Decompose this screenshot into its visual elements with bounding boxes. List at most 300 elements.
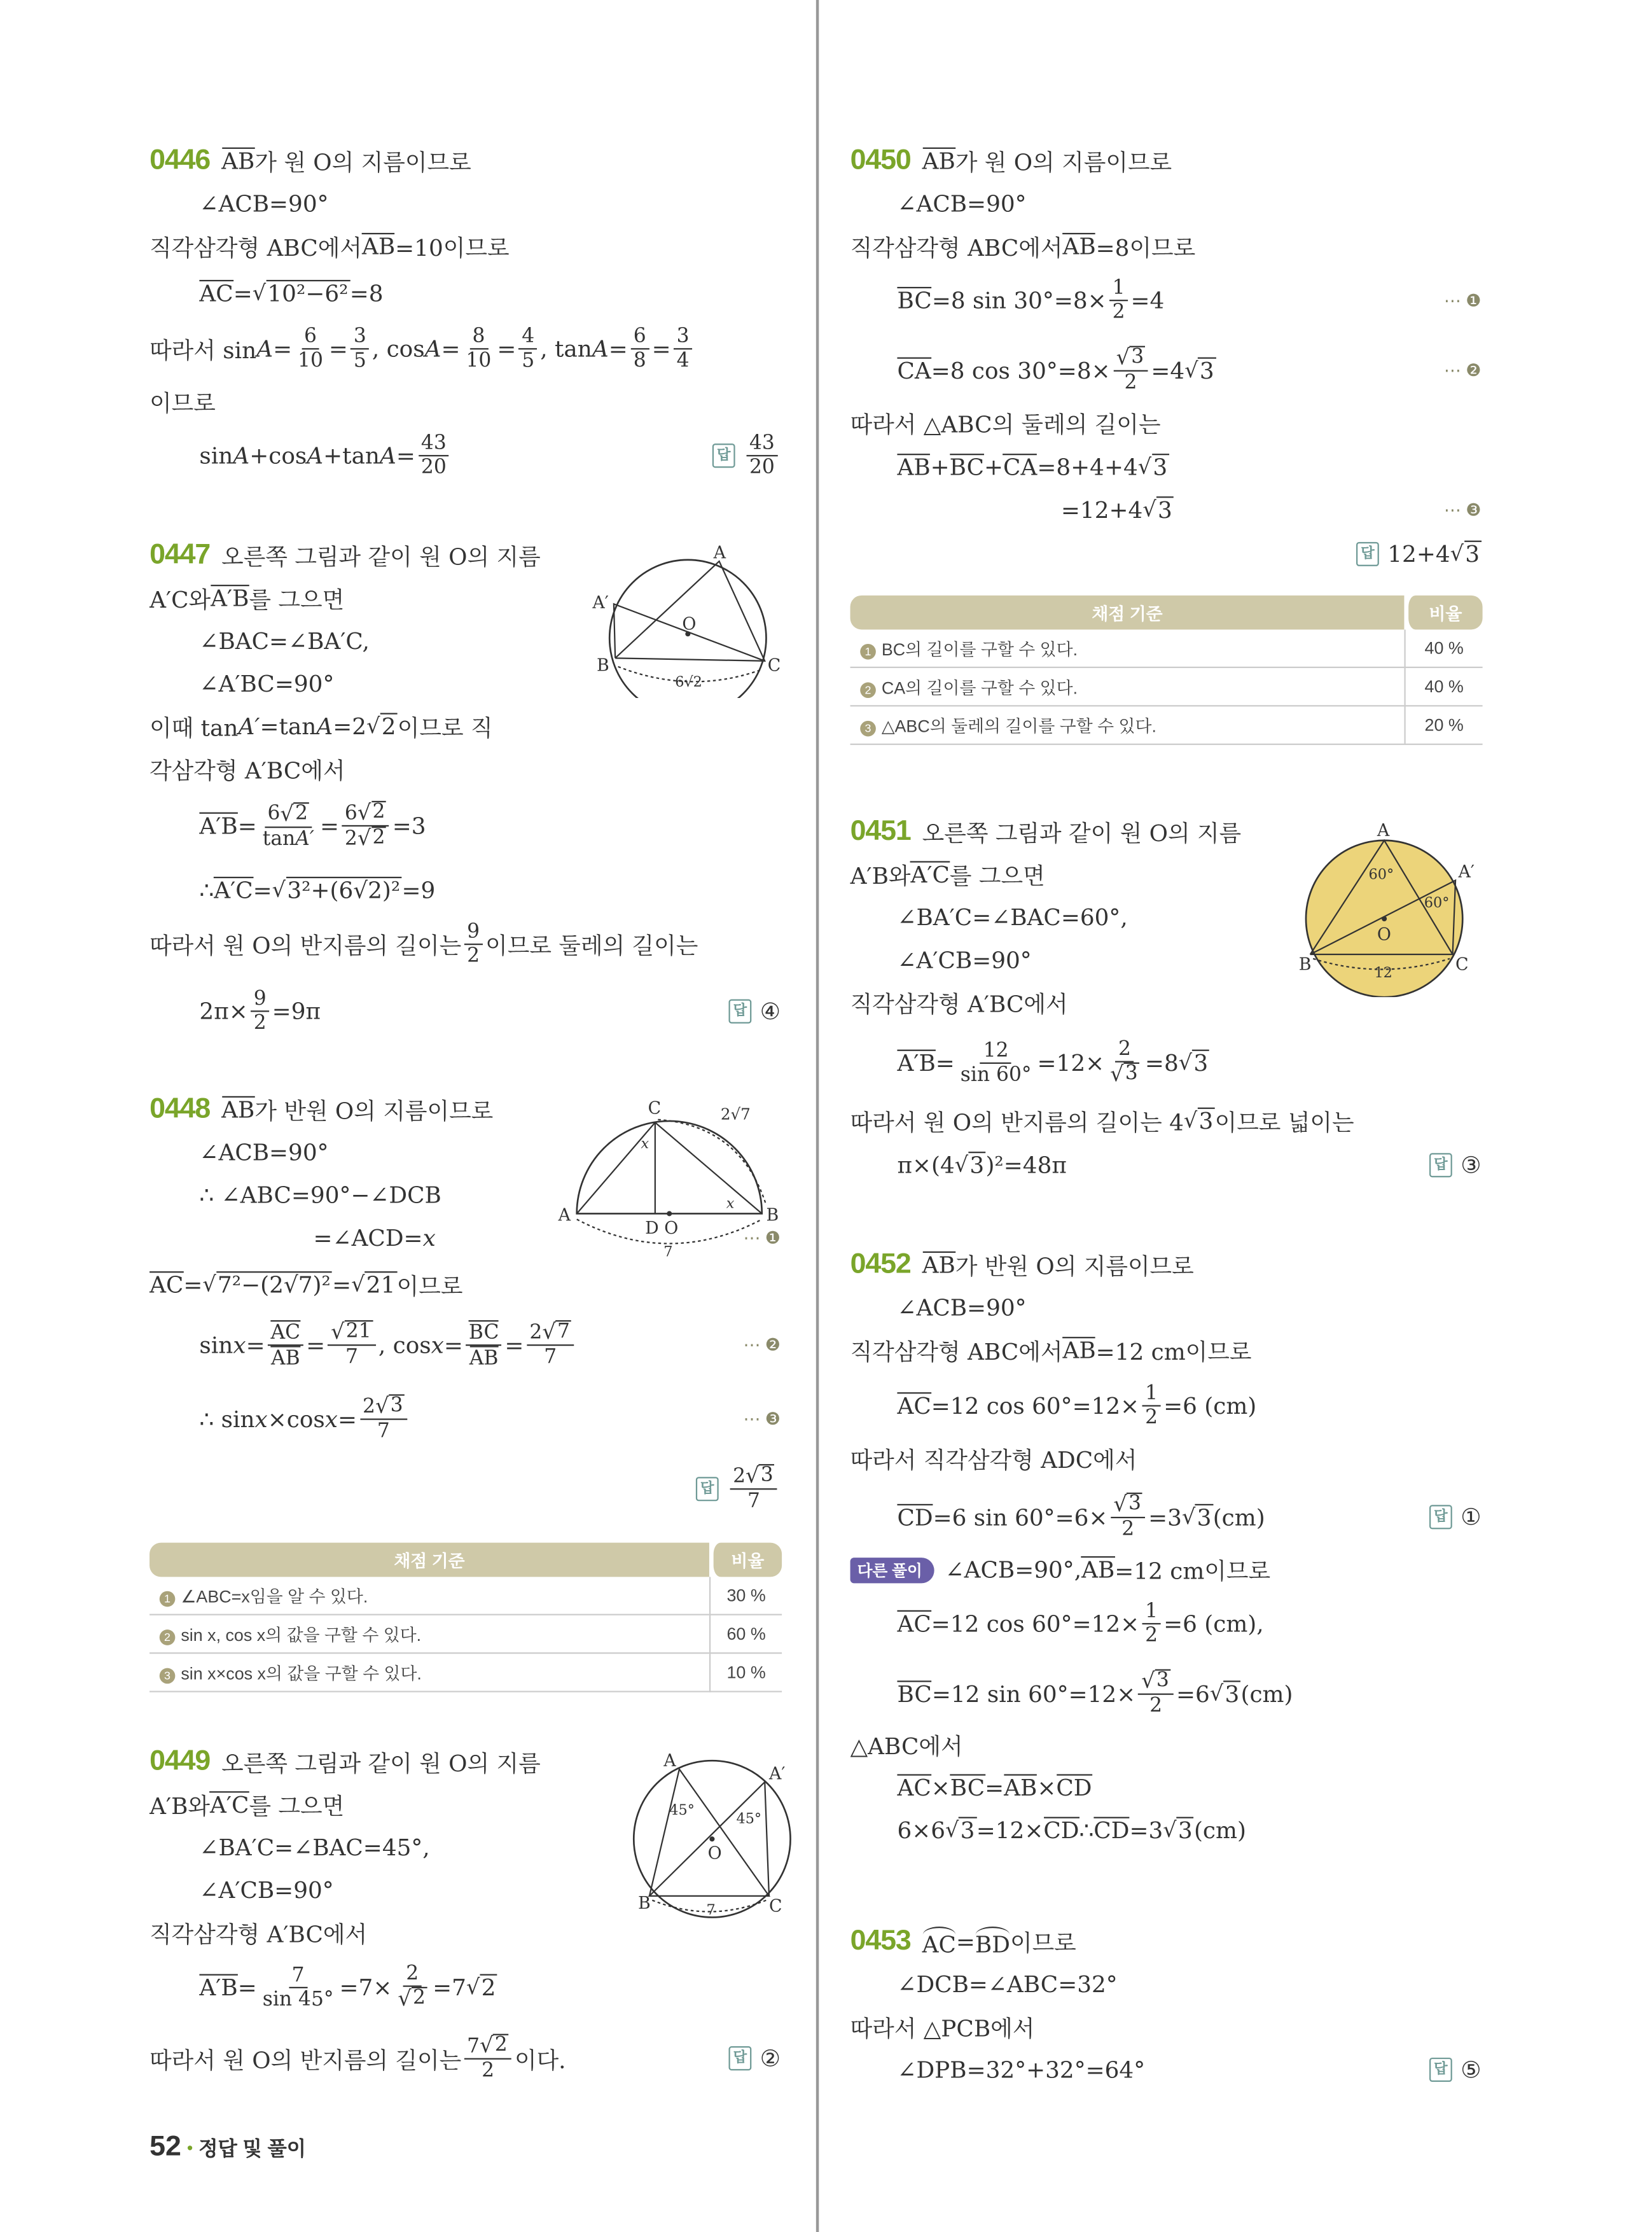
- radical-sign-icon: √: [1450, 541, 1464, 567]
- denominator: [1119, 1519, 1137, 1542]
- radical-sign-icon: √: [331, 1318, 345, 1345]
- math-text: =8이므로: [1095, 234, 1196, 262]
- math-text: =: [441, 335, 461, 363]
- overline-segment: BC: [949, 454, 985, 481]
- math-text: =12 sin 60°=12×: [931, 1680, 1136, 1708]
- overline-segment: AB: [1062, 233, 1096, 260]
- math-text: =8 sin 30°=8×: [931, 287, 1107, 314]
- criteria-text: CA의 길이를 구할 수 있다.: [881, 677, 1078, 697]
- radical-sign-icon: √: [1183, 1108, 1198, 1134]
- overline-segment: A′C: [910, 861, 950, 889]
- radicand: 3: [1195, 1504, 1212, 1531]
- math-text: ×: [931, 1774, 950, 1801]
- math-variable: A′: [295, 827, 315, 851]
- math-text: =7: [433, 1973, 466, 2001]
- math-text: 이므로: [396, 1273, 463, 1300]
- math-text: ∠BA′C=∠BAC=45°,: [199, 1834, 430, 1861]
- fraction: [342, 801, 389, 851]
- denominator: [519, 350, 538, 373]
- label-o: O: [1377, 924, 1391, 945]
- denominator: [395, 1987, 430, 2012]
- overline-segment: BC: [950, 1774, 985, 1802]
- numerator: [268, 1320, 303, 1346]
- square-root: [1450, 541, 1482, 568]
- problem-title-0451: [850, 816, 1242, 848]
- math-text: ∴: [1079, 1817, 1094, 1845]
- answer-0446: [712, 432, 781, 479]
- radicand: 2: [371, 801, 386, 825]
- radicand: 3²+(6√2)²: [286, 877, 401, 903]
- math-text: =6 sin 60°=6×: [933, 1503, 1108, 1531]
- radical-sign-icon: √: [466, 1974, 480, 2000]
- math-text: 가 반원 O의 지름이므로: [254, 1097, 494, 1125]
- overline-segment: CA: [897, 357, 931, 384]
- math-variable: A: [592, 335, 609, 363]
- radical-sign-icon: √: [746, 1462, 760, 1489]
- ratio-value: 40 %: [1404, 630, 1482, 668]
- square-root: [466, 1974, 497, 2000]
- math-text: 직각삼각형 A′BC에서: [149, 1921, 368, 1948]
- answer-icon: 답: [696, 1477, 719, 1501]
- radicand: 21: [365, 1272, 397, 1299]
- math-variable: A′: [238, 713, 260, 741]
- radical-sign-icon: √: [542, 1318, 556, 1345]
- step-marker: ⋯ ❶: [743, 1227, 781, 1248]
- math-text: 2: [482, 2060, 495, 2083]
- solution-line: [897, 1600, 1263, 1647]
- math-text: 이때 tan: [149, 714, 239, 742]
- overline-segment: AB: [1081, 1556, 1115, 1584]
- radicand: 2: [412, 1987, 427, 2011]
- square-root: [1142, 497, 1174, 524]
- radical-sign-icon: √: [954, 1152, 969, 1178]
- math-text: =: [233, 279, 253, 307]
- math-text: ∠ACB=90°: [199, 190, 329, 218]
- math-text: 2: [1124, 372, 1137, 395]
- math-text: ①: [1461, 1503, 1482, 1531]
- page-number: 52: [149, 2131, 181, 2163]
- label-b: B: [1298, 954, 1312, 975]
- solution-line: [897, 1493, 1265, 1542]
- header-ratio: 비율: [709, 1543, 782, 1577]
- solution-line: [199, 280, 383, 307]
- solution-line: [199, 1877, 333, 1904]
- solution-line: [897, 1774, 1092, 1801]
- square-root: [1138, 454, 1169, 481]
- math-text: ⑤: [1461, 2056, 1482, 2084]
- radicand: 3: [389, 1394, 404, 1418]
- math-text: 6: [267, 802, 281, 826]
- fraction: [1113, 346, 1148, 395]
- denominator: [674, 350, 692, 373]
- math-text: 3: [676, 325, 690, 349]
- label-o: O: [707, 1843, 722, 1864]
- math-text: 따라서 원 O의 반지름의 길이는: [149, 932, 462, 959]
- math-text: 따라서 △ABC의 둘레의 길이는: [850, 410, 1161, 438]
- square-root: [398, 1987, 427, 2012]
- ratio-value: 10 %: [709, 1654, 782, 1692]
- denominator: [251, 1012, 269, 1035]
- center-point: [709, 1836, 714, 1841]
- denominator: [479, 2060, 497, 2082]
- numerator: [519, 325, 538, 349]
- math-text: 직각삼각형 ABC에서: [149, 234, 362, 262]
- answer-icon: 답: [1429, 1153, 1452, 1177]
- overline-segment: CD: [1043, 1817, 1079, 1845]
- center-point: [1382, 916, 1387, 921]
- math-text: 따라서 원 O의 반지름의 길이는 4: [850, 1108, 1184, 1136]
- square-root: [202, 1272, 332, 1299]
- radicand: 3: [1155, 1669, 1170, 1692]
- math-text: , cos: [371, 335, 425, 363]
- math-text: 12: [983, 1038, 1009, 1062]
- radicand: 3: [1124, 1063, 1139, 1086]
- header-criteria: 채점 기준: [149, 1543, 709, 1577]
- solution-line: [897, 454, 1169, 481]
- math-text: sin: [199, 442, 233, 470]
- math-text: 8: [633, 349, 646, 373]
- math-text: +: [930, 454, 950, 481]
- math-text: 2: [467, 945, 480, 968]
- math-text: 2π×: [199, 998, 248, 1025]
- math-text: )²=48π: [985, 1152, 1067, 1179]
- radicand: 3: [1198, 357, 1216, 384]
- radicand: 3: [959, 1817, 976, 1844]
- ratio-value: 30 %: [709, 1577, 782, 1615]
- radicand: 2: [380, 713, 397, 740]
- answer-icon: 답: [728, 1000, 751, 1024]
- fraction: [1142, 1600, 1161, 1647]
- fraction: [747, 432, 778, 479]
- overline-segment: AB: [221, 147, 255, 175]
- fraction: [418, 432, 449, 479]
- math-text: =3: [1148, 1503, 1182, 1531]
- math-text: +: [984, 454, 1004, 481]
- math-text: 이다.: [514, 2046, 566, 2074]
- fraction: [463, 325, 494, 372]
- math-text: sin 45°: [262, 1988, 334, 2011]
- answer-value: [727, 1464, 781, 1513]
- math-text: =: [237, 1973, 257, 2001]
- math-text: =6 (cm),: [1163, 1610, 1264, 1638]
- denominator: [374, 1420, 392, 1443]
- math-text: =: [253, 876, 272, 904]
- denominator: [1147, 1695, 1165, 1718]
- bullet-icon: •: [186, 2137, 193, 2158]
- step-number: 3: [160, 1668, 176, 1684]
- overline-segment: AB: [469, 1346, 499, 1369]
- math-text: =: [651, 335, 671, 363]
- numerator: [980, 1039, 1011, 1063]
- solution-line: [149, 230, 510, 263]
- label-angle-a: 60°: [1368, 866, 1394, 883]
- math-text: =: [608, 335, 628, 363]
- criteria-text: △ABC의 둘레의 길이를 구할 수 있다.: [881, 715, 1156, 736]
- solution-line: [199, 190, 328, 218]
- math-text: 43: [420, 432, 447, 456]
- math-text: +cos: [249, 442, 307, 470]
- answer-0449: [728, 2045, 780, 2072]
- math-text: 따라서 원 O의 반지름의 길이는: [149, 2046, 462, 2074]
- math-text: 2: [1118, 1038, 1132, 1061]
- numerator: [418, 432, 449, 456]
- solution-line: [149, 2034, 566, 2083]
- math-text: 6×6: [897, 1817, 946, 1845]
- square-root: [1141, 1669, 1170, 1694]
- label-b: B: [597, 655, 609, 676]
- solution-line: [199, 1834, 429, 1861]
- math-text: 가 원 O의 지름이므로: [254, 148, 471, 176]
- denominator: [464, 945, 483, 968]
- answer-0453: [1429, 2056, 1481, 2084]
- solution-line: [199, 1320, 577, 1369]
- problem-title-0448: [149, 1093, 493, 1126]
- radicand: 3: [1197, 1108, 1214, 1134]
- label-x-2: x: [726, 1195, 735, 1212]
- label-a-prime: A′: [768, 1764, 786, 1784]
- math-variable: A: [424, 335, 441, 363]
- math-text: ∠DPB=32°+32°=64°: [897, 2056, 1146, 2084]
- answer-0451: [1429, 1152, 1481, 1179]
- square-root: [542, 1320, 571, 1345]
- square-root: [375, 1394, 405, 1419]
- math-text: 직각삼각형 ABC에서: [850, 1338, 1063, 1365]
- math-text: =: [183, 1271, 203, 1299]
- table-row: [850, 706, 1483, 744]
- radicand: 3: [1156, 497, 1174, 524]
- label-c: C: [1455, 954, 1469, 975]
- answer-0448: [696, 1464, 781, 1513]
- math-variable: x: [431, 1331, 444, 1358]
- math-text: 1: [1145, 1600, 1158, 1623]
- math-text: ×: [1037, 1774, 1057, 1801]
- denominator: [466, 1346, 501, 1369]
- math-text: 7: [467, 2034, 480, 2058]
- math-text: 2: [1112, 301, 1125, 324]
- fraction: [519, 325, 538, 372]
- label-a: A: [663, 1751, 676, 1771]
- label-c: C: [768, 1896, 782, 1916]
- radicand: 2: [371, 827, 386, 851]
- step-number: 2: [160, 1629, 176, 1645]
- math-text: 직각삼각형 A′BC에서: [850, 991, 1068, 1018]
- label-c: C: [767, 655, 781, 676]
- numerator: [1113, 346, 1148, 372]
- radicand: 3: [1177, 1817, 1194, 1844]
- solution-line: [149, 710, 493, 743]
- solution-line: [850, 1729, 963, 1761]
- answer-0450: [1356, 541, 1481, 568]
- math-text: ∠ACB=90°: [199, 1138, 329, 1166]
- overline-segment: AB: [271, 1346, 300, 1369]
- ratio-value: 40 %: [1404, 668, 1482, 706]
- fraction: [466, 1320, 502, 1369]
- label-a: A: [1377, 821, 1390, 841]
- math-text: 5: [353, 349, 366, 373]
- radical-sign-icon: √: [1141, 1668, 1155, 1694]
- fraction: [1109, 277, 1128, 324]
- label-length: 6√2: [675, 674, 702, 691]
- overline-segment: AB: [922, 1251, 955, 1279]
- solution-line: [897, 1294, 1026, 1322]
- math-text: 2: [1145, 1624, 1158, 1648]
- solution-line: [149, 325, 695, 372]
- math-variable: x: [233, 1331, 246, 1358]
- overline-segment: A′B: [199, 1974, 238, 2001]
- square-root: [1163, 1817, 1194, 1844]
- numerator: [360, 1394, 408, 1420]
- math-text: ∴ sin: [199, 1405, 255, 1433]
- math-text: 이므로: [149, 389, 216, 417]
- solution-line: [850, 986, 1068, 1019]
- math-text: 1: [1145, 1382, 1158, 1405]
- denominator: [268, 1346, 303, 1369]
- overline-segment: AC: [897, 1774, 931, 1802]
- square-root: [1182, 1504, 1213, 1531]
- label-d-o: D O: [645, 1218, 679, 1238]
- math-text: △ABC에서: [850, 1733, 963, 1761]
- grading-table-0448: [149, 1543, 782, 1692]
- answer-icon: 답: [712, 443, 735, 468]
- math-text: A′C와: [149, 586, 211, 613]
- radicand: 3: [1127, 1493, 1142, 1516]
- math-text: 를 그으면: [949, 862, 1045, 890]
- radical-sign-icon: √: [252, 280, 267, 306]
- label-a: A: [558, 1205, 571, 1225]
- solution-line: [314, 1224, 436, 1252]
- math-text: 2: [529, 1321, 543, 1344]
- label-angle-a-prime: 45°: [736, 1810, 762, 1827]
- fraction: [730, 1464, 778, 1513]
- fraction: [464, 921, 483, 968]
- table-row: [149, 1577, 782, 1615]
- math-variable: x: [422, 1224, 436, 1252]
- solution-line: [897, 1817, 1246, 1845]
- math-text: 9: [467, 921, 480, 944]
- solution-line: [897, 1038, 1209, 1087]
- numerator: [527, 1320, 574, 1346]
- table-row: [149, 1615, 782, 1654]
- header-criteria: 채점 기준: [850, 596, 1405, 630]
- arc-segment: BD: [975, 1926, 1010, 1957]
- math-text: 10: [298, 349, 323, 373]
- fraction: [260, 1963, 337, 2011]
- math-text: 2: [344, 827, 357, 851]
- solution-line: [199, 1963, 497, 2012]
- math-text: 7: [345, 1346, 358, 1369]
- solution-line: [199, 627, 370, 655]
- solution-line: [897, 1970, 1117, 1998]
- math-text: 이므로 넓이는: [1214, 1108, 1354, 1136]
- answer-value: [760, 998, 781, 1025]
- square-root: [357, 827, 387, 852]
- solution-line: [897, 190, 1026, 218]
- square-root: [280, 802, 309, 827]
- solution-line: [199, 1182, 441, 1209]
- brace-bc: [658, 1120, 766, 1205]
- solution-line: [897, 277, 1164, 324]
- problem-title-0453: [850, 1925, 1076, 1958]
- math-text: ②: [760, 2044, 781, 2072]
- solution-line: [897, 2056, 1145, 2084]
- label-a-prime: A′: [592, 592, 609, 613]
- math-text: =: [338, 1405, 357, 1433]
- math-text: 6: [344, 802, 357, 825]
- math-variable: A: [256, 335, 274, 363]
- solution-line: [850, 1105, 1354, 1137]
- solution-line: [897, 1383, 1256, 1430]
- denominator: [541, 1346, 560, 1369]
- square-root: [1210, 1680, 1241, 1707]
- numerator: [464, 2034, 512, 2060]
- math-text: =: [955, 1928, 975, 1955]
- solution-line: [897, 904, 1127, 931]
- math-text: 43: [749, 432, 775, 456]
- numerator: [466, 1320, 502, 1346]
- solution-line: [199, 1394, 410, 1443]
- math-text: =: [497, 335, 517, 363]
- math-text: =: [328, 335, 348, 363]
- numerator: [1142, 1383, 1161, 1407]
- solution-line: [199, 432, 452, 479]
- math-text: 20: [420, 456, 447, 480]
- fraction: [1142, 1383, 1161, 1430]
- solution-line: [199, 670, 334, 697]
- math-text: ∠A′BC=90°: [199, 670, 335, 697]
- math-variable: x: [324, 1405, 338, 1433]
- solution-line: [850, 230, 1196, 263]
- numerator: [1139, 1669, 1174, 1695]
- denominator: [1109, 302, 1128, 324]
- denominator: [260, 1988, 337, 2011]
- numerator: [747, 432, 778, 456]
- fraction: [464, 2034, 512, 2083]
- radicand: 7: [556, 1320, 571, 1344]
- fraction: [251, 987, 269, 1035]
- math-text: ∠DCB=∠ABC=32°: [897, 1970, 1118, 1998]
- math-text: =6 (cm): [1163, 1392, 1257, 1419]
- problem-title-0447: [149, 539, 541, 571]
- triangle-abc: [615, 561, 765, 661]
- math-text: 2: [733, 1465, 746, 1488]
- math-text: (cm): [1212, 1503, 1265, 1531]
- math-text: =9π: [272, 998, 321, 1025]
- math-text: =12 cos 60°=12×: [931, 1610, 1140, 1638]
- math-text: , cos: [378, 1331, 431, 1358]
- fraction: [295, 325, 326, 372]
- header-ratio: 비율: [1404, 596, 1482, 630]
- problem-title-0446: [149, 144, 471, 177]
- math-text: ∴: [199, 876, 214, 904]
- math-text: =tan: [260, 713, 317, 741]
- overline-segment: CD: [1056, 1774, 1092, 1802]
- math-text: =: [504, 1331, 524, 1358]
- solution-line: [199, 877, 435, 904]
- solution-line: [850, 858, 1045, 891]
- math-text: +tan: [323, 442, 380, 470]
- math-text: ∠BAC=∠BA′C,: [199, 627, 370, 655]
- square-root: [1184, 357, 1216, 384]
- square-root: [351, 1272, 396, 1299]
- radical-sign-icon: √: [1163, 1817, 1177, 1843]
- radical-sign-icon: √: [202, 1271, 216, 1297]
- numerator: [328, 1320, 376, 1346]
- denominator: [260, 828, 317, 851]
- math-text: ④: [760, 998, 781, 1025]
- math-text: 4: [676, 349, 690, 373]
- figure-0451: [1289, 812, 1488, 997]
- figure-0449: [620, 1745, 805, 1930]
